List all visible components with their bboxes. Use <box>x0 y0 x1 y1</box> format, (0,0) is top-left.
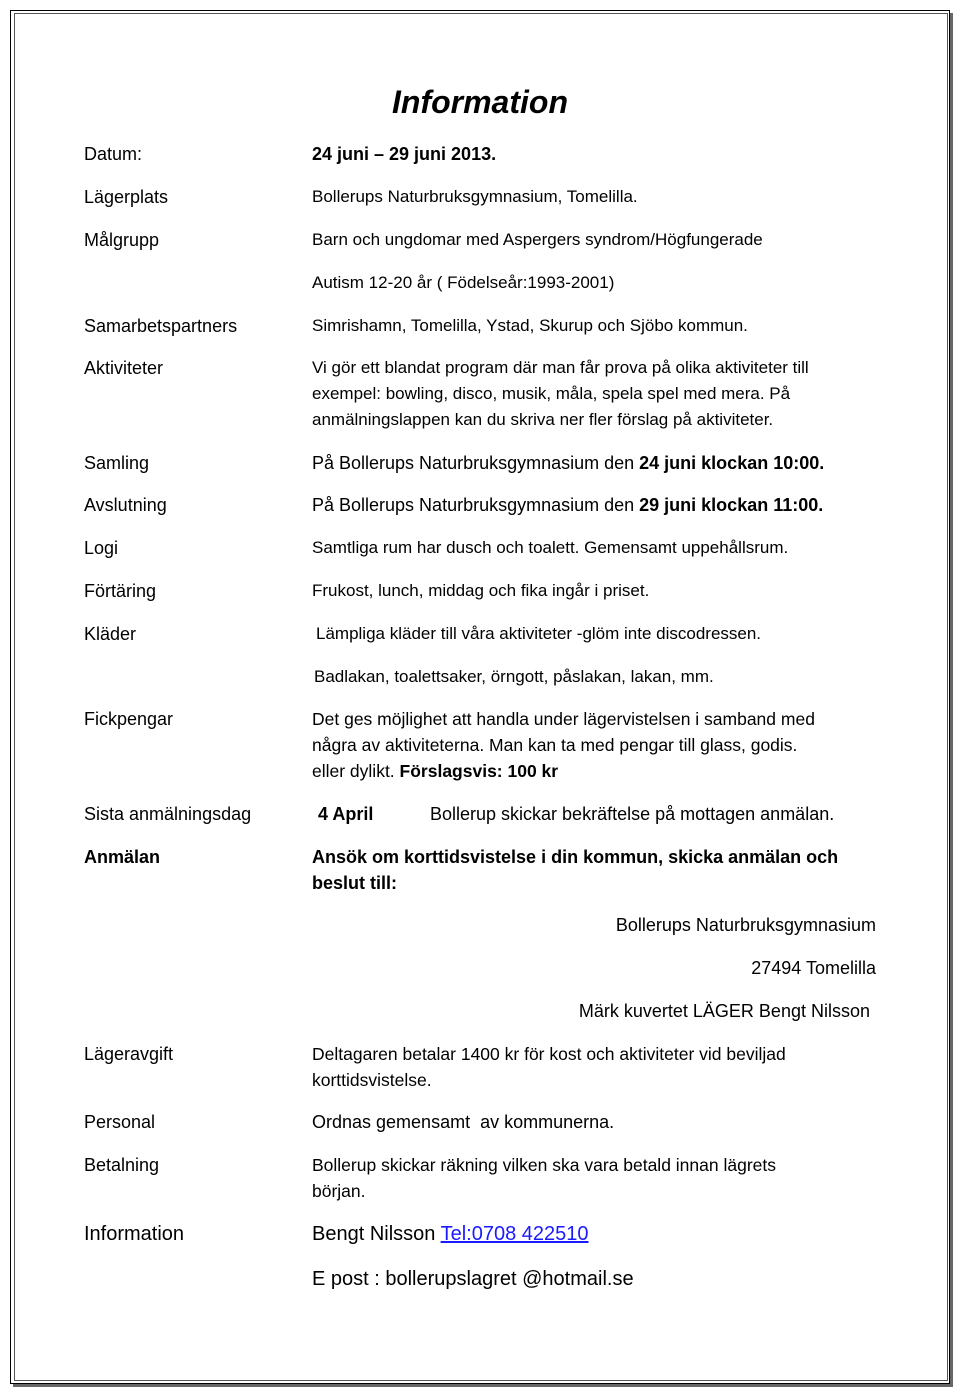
betalning-label: Betalning <box>84 1155 160 1175</box>
information-contact <box>312 1220 589 1248</box>
lagerplats-label: Lägerplats <box>84 187 169 207</box>
sista-label: Sista anmälningsdag <box>84 804 252 824</box>
avslutning-value: På Bollerups Naturbruksgymnasium den 29 juni klockan 11:00. <box>312 495 824 515</box>
aktiviteter-line-3: anmälningslappen kan du skriva ner fler förslag på aktiviteter. <box>312 410 774 429</box>
malgrupp-label: Målgrupp <box>84 230 160 250</box>
betalning-line-1: Bollerup skickar räkning vilken ska vara betald innan lägrets <box>312 1155 776 1175</box>
anmalan-address-2: 27494 Tomelilla <box>751 958 876 978</box>
contact-name: Bengt Nilsson <box>312 1223 441 1245</box>
fickpengar-label: Fickpengar <box>84 709 174 729</box>
logi-label: Logi <box>84 538 119 558</box>
aktiviteter-line-2: exempel: bowling, disco, musik, måla, spela spel med mera. På <box>312 384 791 403</box>
lageravgift-label: Lägeravgift <box>84 1044 174 1064</box>
fickpengar-line-1: Det ges möjlighet att handla under lägervistelsen i samband med <box>312 709 815 729</box>
anmalan-line-1: Ansök om korttidsvistelse i din kommun, skicka anmälan och <box>312 847 839 867</box>
lagerplats-value: Bollerups Naturbruksgymnasium, Tomelilla. <box>312 187 638 206</box>
sista-value: Bollerup skickar bekräftelse på mottagen anmälan. <box>430 804 835 824</box>
anmalan-address-3: Märk kuvertet LÄGER Bengt Nilsson <box>578 1001 870 1021</box>
datum-label: Datum: <box>84 144 143 164</box>
malgrupp-value-2: Autism 12-20 år ( Födelseår:1993-2001) <box>312 273 615 292</box>
samling-value: På Bollerups Naturbruksgymnasium den 24 juni klockan 10:00. <box>312 453 825 473</box>
betalning-line-2: början. <box>312 1181 366 1201</box>
logi-value: Samtliga rum har dusch och toalett. Gemensamt uppehållsrum. <box>312 538 789 557</box>
aktiviteter-label: Aktiviteter <box>84 358 164 378</box>
samarbetspartners-value: Simrishamn, Tomelilla, Ystad, Skurup och Sjöbo kommun. <box>312 316 748 335</box>
fortaring-value: Frukost, lunch, middag och fika ingår i priset. <box>312 581 650 600</box>
avslutning-label: Avslutning <box>84 495 167 515</box>
phone-link[interactable]: Tel:0708 422510 <box>440 1223 589 1245</box>
personal-label: Personal <box>84 1112 156 1132</box>
information-email: E post : bollerupslagret @hotmail.se <box>312 1268 634 1290</box>
fickpengar-line-2: några av aktiviteterna. Man kan ta med pengar till glass, godis. <box>312 735 798 755</box>
klader-label: Kläder <box>84 624 137 644</box>
aktiviteter-line-1: Vi gör ett blandat program där man får prova på olika aktiviteter till <box>312 358 809 377</box>
malgrupp-value: Barn och ungdomar med Aspergers syndrom/Högfungerade <box>312 230 763 249</box>
anmalan-label: Anmälan <box>84 847 161 867</box>
lageravgift-line-1: Deltagaren betalar 1400 kr för kost och aktiviteter vid beviljad <box>312 1044 786 1064</box>
anmalan-line-2: beslut till: <box>312 873 397 893</box>
samling-label: Samling <box>84 453 150 473</box>
personal-value: Ordnas gemensamt av kommunerna. <box>312 1112 615 1132</box>
fickpengar-line-3: eller dylikt. Förslagsvis: 100 kr <box>312 761 559 781</box>
klader-value-2: Badlakan, toalettsaker, örngott, påslakan, lakan, mm. <box>314 667 714 686</box>
samarbetspartners-label: Samarbetspartners <box>84 316 238 336</box>
lageravgift-line-2: korttidsvistelse. <box>312 1070 432 1090</box>
datum-value: 24 juni – 29 juni 2013. <box>312 144 497 164</box>
sista-date: 4 April <box>318 804 374 824</box>
page-title: Information <box>392 84 568 120</box>
fortaring-label: Förtäring <box>84 581 157 601</box>
anmalan-address-1: Bollerups Naturbruksgymnasium <box>615 915 876 935</box>
klader-value: Lämpliga kläder till våra aktiviteter -glöm inte discodressen. <box>316 624 762 643</box>
information-label: Information <box>84 1223 185 1245</box>
